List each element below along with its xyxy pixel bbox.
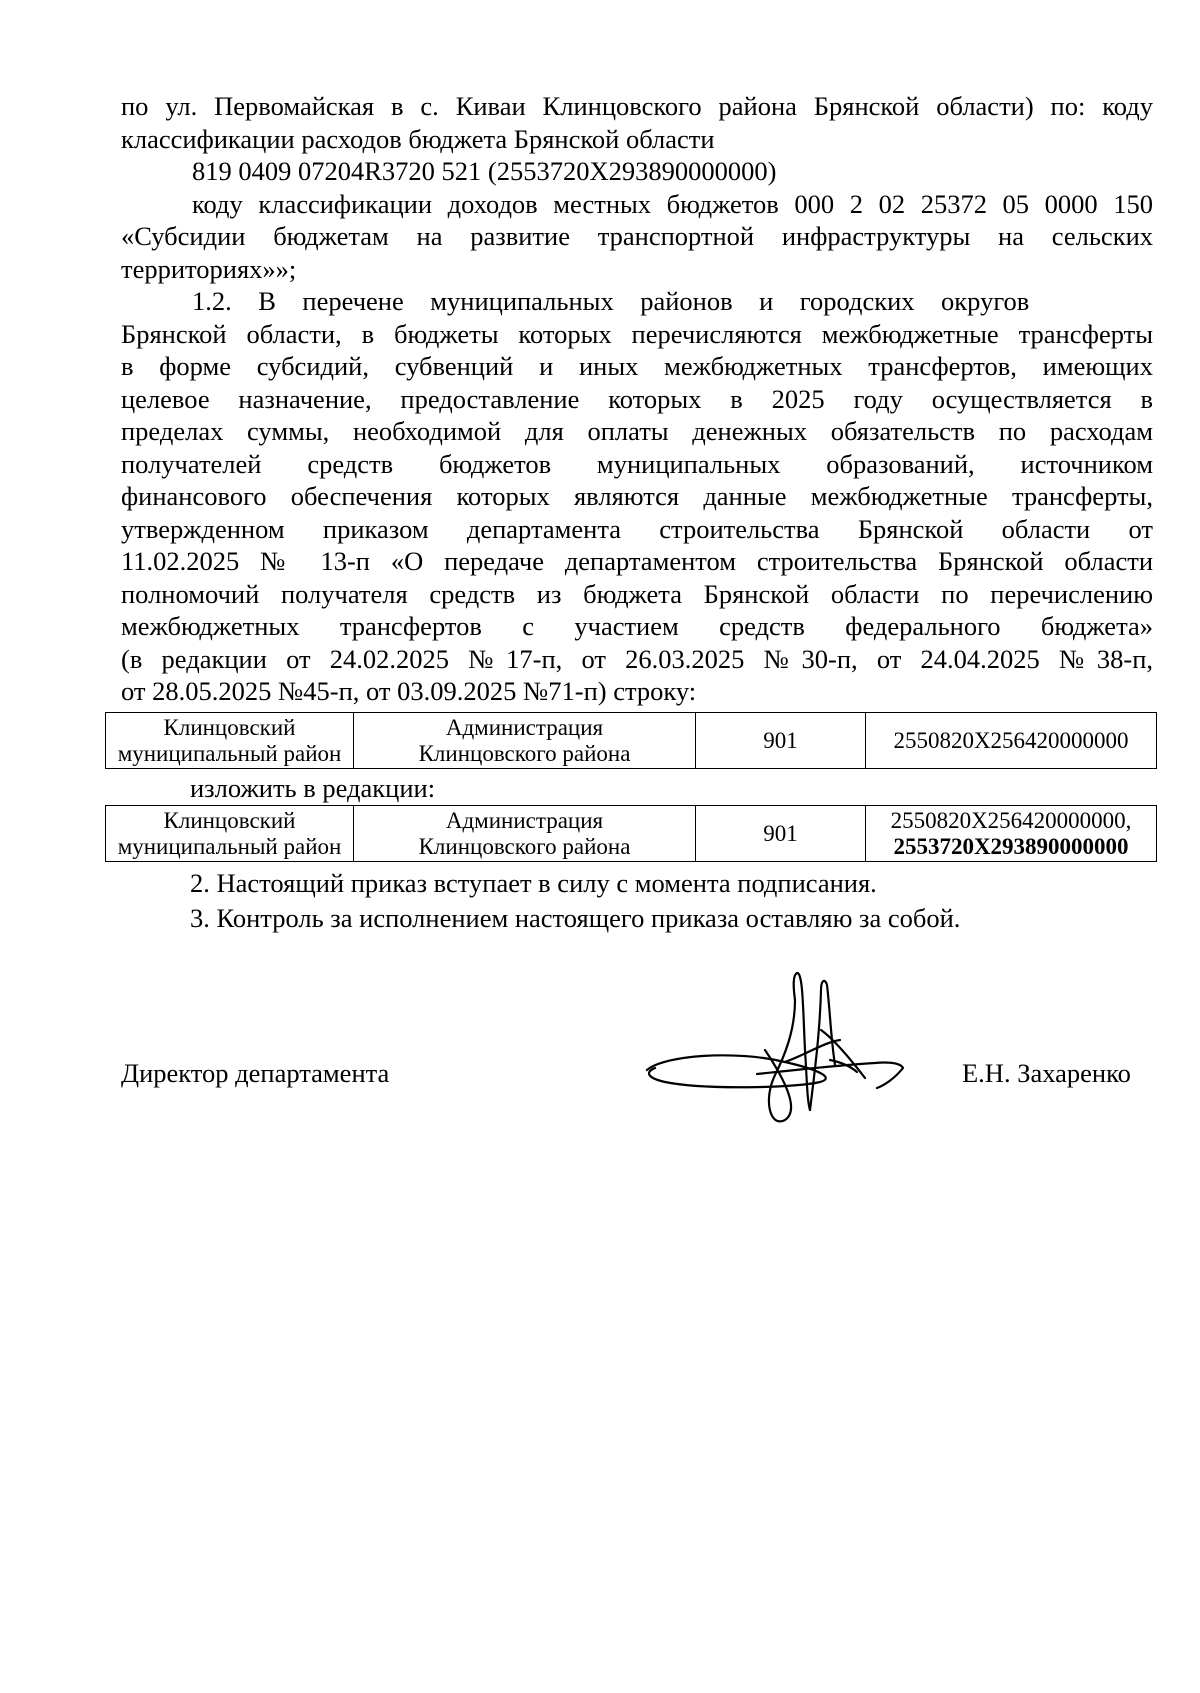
district-line: муниципальный район xyxy=(117,833,342,859)
text-line: 1.2. В перечене муниципальных районов и городских округов xyxy=(192,286,1030,316)
paragraph-expense-classification xyxy=(121,90,1153,285)
expense-code-line: 819 0409 07204R3720 521 (2553720Х293890000000) xyxy=(192,156,777,186)
kbk-bold-text: 2553720Х293890000000 xyxy=(893,833,1129,859)
admin-line: Клинцовского района xyxy=(418,833,631,859)
kbk-line: 2550820Х256420000000, xyxy=(890,807,1132,833)
text-line: от 28.05.2025 №45-п, от 03.09.2025 №71-п) строку: xyxy=(121,676,697,706)
item-2: 2. Настоящий приказ вступает в силу с момента подписания. xyxy=(190,868,877,898)
text-line: в форме субсидий, субвенций и иных межбюджетных трансфертов, имеющих xyxy=(121,351,1153,381)
text-line: утвержденном приказом департамента строительства Брянской области от xyxy=(121,513,1153,544)
edit-instruction: изложить в редакции: xyxy=(190,773,436,803)
text-line: (в редакции от 24.02.2025 №17-п, от 26.03.2025 №30-п, от 24.04.2025 №38-п, xyxy=(121,643,1153,674)
signatory-title: Директор департамента xyxy=(121,1058,390,1088)
admin-cell xyxy=(354,713,696,769)
item-3: 3. Контроль за исполнением настоящего приказа оставляю за собой. xyxy=(190,903,961,933)
district-line: муниципальный район xyxy=(117,740,342,766)
table-old-row xyxy=(105,712,1157,769)
text-line: коду классификации доходов местных бюджетов 000 2 02 25372 05 0000 150 xyxy=(192,188,1153,219)
admin-line: Администрация xyxy=(445,714,604,740)
handwritten-signature xyxy=(645,970,930,1135)
signatory-name: Е.Н. Захаренко xyxy=(962,1058,1131,1088)
paragraph-1-2 xyxy=(121,285,1153,708)
closing-items xyxy=(190,866,960,936)
text-line: целевое назначение, предоставление которых в 2025 году осуществляется в xyxy=(121,383,1153,414)
admin-line: Клинцовского района xyxy=(418,740,631,766)
text-line: по ул. Первомайская в с. Киваи Клинцовского района Брянской области) по: коду xyxy=(121,91,1153,121)
district-cell xyxy=(106,713,354,769)
code-cell: 901 xyxy=(696,713,866,769)
kbk-line-bold xyxy=(868,834,1154,860)
text-line: межбюджетных трансфертов с участием средств федерального бюджета» xyxy=(121,611,1153,641)
kbk-cell xyxy=(866,806,1157,862)
district-cell xyxy=(106,806,354,862)
text-line: 11.02.2025 № 13-п «О передаче департаментом строительства Брянской области xyxy=(121,546,1153,576)
table-row xyxy=(106,713,1157,769)
text-line: Брянской области, в бюджеты которых перечисляются межбюджетные трансферты xyxy=(121,318,1153,349)
text-line: территориях»»; xyxy=(121,253,297,284)
text-line: полномочий получателя средств из бюджета Брянской области по перечислению xyxy=(121,578,1153,609)
text-line: «Субсидии бюджетам на развитие транспортной инфраструктуры на сельских xyxy=(121,221,1153,251)
district-line: Клинцовский xyxy=(163,807,296,833)
admin-cell xyxy=(354,806,696,862)
table-new-row xyxy=(105,805,1157,862)
text-line: получателей средств бюджетов муниципальных образований, источником xyxy=(121,448,1153,479)
table-row xyxy=(106,806,1157,862)
district-line: Клинцовский xyxy=(163,714,296,740)
code-cell: 901 xyxy=(696,806,866,862)
admin-line: Администрация xyxy=(445,807,604,833)
text-line: финансового обеспечения которых являются данные межбюджетные трансферты, xyxy=(121,481,1153,511)
text-line: пределах суммы, необходимой для оплаты денежных обязательств по расходам xyxy=(121,416,1153,446)
kbk-cell: 2550820Х256420000000 xyxy=(866,713,1157,769)
text-line: классификации расходов бюджета Брянской области xyxy=(121,123,715,154)
